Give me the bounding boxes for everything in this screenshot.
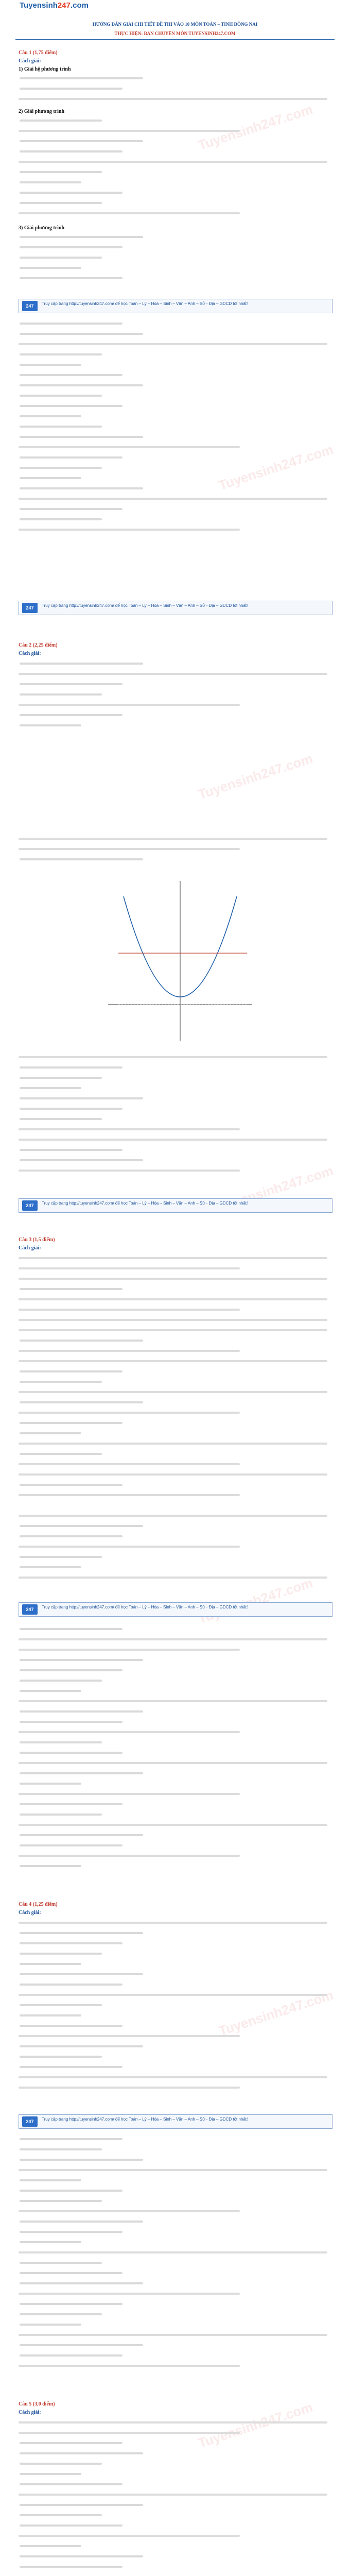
formula-line	[20, 2148, 102, 2150]
formula-line	[20, 2354, 122, 2357]
formula-line	[20, 1690, 81, 1692]
formula-line	[20, 2179, 81, 2181]
formula-line	[20, 1535, 122, 1537]
promo-text: Truy cập trang http://tuyensinh247.com/ để học Toán – Lý – Hóa – Sinh – Văn – Anh – Sử - Địa – GDCD tốt nhất!	[42, 603, 248, 608]
text-line	[19, 1412, 240, 1414]
formula-line	[20, 374, 122, 376]
formula-line	[20, 1844, 122, 1846]
formula-line	[20, 693, 102, 696]
text-line	[19, 1319, 327, 1321]
formula-line	[20, 2473, 81, 2475]
formula-line	[20, 2524, 122, 2527]
formula-line	[20, 2545, 81, 2547]
text-line	[19, 212, 240, 214]
promo-text: Truy cập trang http://tuyensinh247.com/ để học Toán – Lý – Hóa – Sinh – Văn – Anh – Sử - Địa – GDCD tốt nhất!	[42, 301, 248, 306]
text-line	[19, 1128, 240, 1130]
text-line	[19, 161, 327, 163]
formula-line	[20, 2231, 122, 2233]
text-line	[19, 2210, 240, 2212]
page-header	[0, 0, 350, 37]
formula-line	[20, 1984, 122, 1986]
formula-line	[20, 1525, 143, 1527]
formula-line	[20, 724, 81, 726]
header-divider	[15, 39, 335, 40]
text-line	[19, 343, 327, 345]
formula-line	[20, 467, 102, 469]
formula-line	[20, 436, 143, 438]
method-label: Cách giải:	[19, 1910, 41, 1916]
formula-line	[20, 1942, 122, 1944]
text-line	[19, 2494, 327, 2496]
document-title: HƯỚNG DẪN GIẢI CHI TIẾT ĐỀ THI VÀO 10 MÔN TOÁN – TỈNH ĐỒNG NAI	[92, 22, 258, 27]
formula-line	[20, 1108, 122, 1110]
text-line	[19, 1700, 327, 1702]
formula-line	[20, 1118, 102, 1120]
formula-line	[20, 858, 143, 860]
formula-line	[20, 2190, 122, 2192]
sub-question: 1) Giải hệ phương trình	[19, 66, 71, 72]
text-line	[19, 1473, 327, 1476]
text-line	[19, 1649, 240, 1651]
sub-question: 3) Giải phương trình	[19, 225, 65, 231]
formula-line	[20, 2344, 143, 2346]
text-line	[19, 704, 240, 706]
formula-line	[20, 1159, 143, 1161]
text-line	[19, 1350, 240, 1352]
formula-line	[20, 518, 102, 520]
formula-line	[20, 2262, 102, 2264]
formula-line	[20, 1963, 81, 1965]
text-line	[19, 446, 240, 448]
promo-banner[interactable]	[19, 299, 332, 313]
formula-line	[20, 140, 143, 142]
text-line	[19, 1546, 240, 1548]
watermark: Tuyensinh247.com	[196, 750, 315, 803]
formula-line	[20, 1453, 102, 1455]
text-line	[19, 1463, 240, 1465]
formula-line	[20, 415, 81, 417]
text-line	[19, 1309, 240, 1311]
text-line	[19, 498, 327, 500]
promo-text: Truy cập trang http://tuyensinh247.com/ để học Toán – Lý – Hóa – Sinh – Văn – Anh – Sử - Địa – GDCD tốt nhất!	[42, 2117, 248, 2122]
formula-line	[20, 1370, 122, 1372]
formula-line	[20, 1721, 122, 1723]
promo-banner[interactable]	[19, 1198, 332, 1213]
formula-line	[20, 202, 102, 204]
formula-line	[20, 2221, 143, 2223]
text-line	[19, 1298, 327, 1300]
formula-line	[20, 77, 143, 79]
formula-line	[20, 426, 102, 428]
formula-line	[20, 1401, 143, 1403]
text-line	[19, 1494, 240, 1496]
promo-logo-icon: 247	[22, 301, 38, 311]
formula-line	[20, 364, 81, 366]
formula-line	[20, 1628, 122, 1630]
formula-line	[20, 120, 102, 122]
promo-logo-icon: 247	[22, 2116, 38, 2127]
formula-line	[20, 2014, 81, 2016]
formula-line	[20, 1783, 81, 1785]
text-line	[19, 2035, 240, 2037]
logo-prefix: Tuyensinh	[20, 1, 58, 10]
formula-line	[20, 236, 143, 238]
formula-line	[20, 2138, 122, 2140]
text-line	[19, 1056, 327, 1058]
watermark: Tuyensinh247.com	[217, 1987, 336, 2039]
formula-line	[20, 353, 102, 355]
formula-line	[20, 2303, 122, 2305]
formula-line	[20, 508, 122, 510]
text-line	[19, 1922, 327, 1924]
text-line	[19, 1443, 327, 1445]
formula-line	[20, 1953, 102, 1955]
formula-line	[20, 323, 122, 325]
promo-banner[interactable]	[19, 601, 332, 615]
text-line	[19, 673, 327, 675]
text-line	[19, 1267, 240, 1269]
formula-line	[20, 1741, 102, 1743]
formula-line	[20, 477, 81, 479]
formula-line	[20, 192, 122, 194]
formula-line	[20, 2463, 102, 2465]
formula-line	[20, 1752, 122, 1754]
text-line	[19, 1638, 327, 1640]
text-line	[19, 848, 240, 850]
document-subtitle	[0, 30, 350, 37]
promo-text: Truy cập trang http://tuyensinh247.com/ để học Toán – Lý – Hóa – Sinh – Văn – Anh – Sử - Địa – GDCD tốt nhất!	[42, 1201, 248, 1206]
text-line	[19, 2087, 240, 2089]
formula-line	[20, 384, 143, 386]
text-line	[19, 1360, 327, 1362]
formula-line	[20, 1669, 122, 1671]
formula-line	[20, 2025, 122, 2027]
formula-line	[20, 1710, 143, 1713]
formula-line	[20, 395, 102, 397]
formula-line	[20, 1097, 143, 1099]
formula-line	[20, 2045, 143, 2047]
formula-line	[20, 1973, 143, 1975]
subtitle-site: TUYENSINH247.COM	[188, 31, 236, 36]
formula-line	[20, 405, 122, 407]
formula-line	[20, 1066, 122, 1069]
text-line	[19, 130, 240, 132]
formula-line	[20, 1432, 81, 1434]
formula-line	[20, 267, 81, 269]
text-line	[19, 2293, 240, 2295]
formula-line	[20, 2452, 143, 2454]
text-line	[19, 1170, 240, 1172]
formula-line	[20, 1484, 122, 1486]
text-line	[19, 2421, 327, 2424]
text-line	[19, 2251, 327, 2253]
formula-line	[20, 1659, 143, 1661]
formula-line	[20, 2056, 102, 2058]
formula-line	[20, 1814, 102, 1816]
text-line	[19, 1139, 327, 1141]
formula-line	[20, 1149, 122, 1151]
formula-line	[20, 2241, 81, 2243]
text-line	[19, 1329, 327, 1331]
promo-banner[interactable]	[19, 1602, 332, 1617]
question-heading: Câu 2 (2,25 điểm)	[19, 642, 58, 648]
watermark: Tuyensinh247.com	[196, 2399, 315, 2451]
text-line	[19, 1391, 327, 1393]
site-logo[interactable]	[20, 2, 89, 9]
watermark: Tuyensinh247.com	[196, 101, 315, 154]
method-label: Cách giải:	[19, 651, 41, 656]
text-line	[19, 838, 327, 840]
formula-line	[20, 2483, 122, 2485]
text-line	[19, 1762, 327, 1764]
logo-number: 247	[57, 1, 71, 10]
formula-line	[20, 1834, 143, 1836]
formula-line	[20, 2272, 122, 2274]
text-line	[19, 1577, 327, 1579]
formula-line	[20, 1077, 102, 1079]
promo-text: Truy cập trang http://tuyensinh247.com/ để học Toán – Lý – Hóa – Sinh – Văn – Anh – Sử - Địa – GDCD tốt nhất!	[42, 1605, 248, 1609]
text-line	[19, 2076, 327, 2078]
formula-line	[20, 150, 122, 152]
text-line	[19, 1515, 327, 1517]
method-label: Cách giải:	[19, 2410, 41, 2415]
formula-line	[20, 181, 81, 183]
formula-line	[20, 456, 122, 459]
method-label: Cách giải:	[19, 1245, 41, 1251]
question-heading: Câu 3 (1,5 điểm)	[19, 1237, 55, 1243]
formula-line	[20, 683, 122, 685]
watermark: Tuyensinh247.com	[217, 441, 336, 494]
sub-question: 2) Giải phương trình	[19, 109, 65, 114]
text-line	[19, 1855, 240, 1857]
formula-line	[20, 2514, 102, 2516]
formula-line	[20, 246, 122, 248]
watermark: Tuyensinh247.com	[196, 1574, 315, 1627]
text-line	[19, 2365, 240, 2367]
formula-line	[20, 1087, 81, 1089]
subtitle-prefix: THỰC HIỆN: BAN CHUYÊN MÔN	[114, 31, 189, 36]
parabola-graph	[103, 876, 257, 1046]
promo-logo-icon: 247	[22, 603, 38, 613]
formula-line	[20, 1381, 102, 1383]
text-line	[19, 1257, 327, 1259]
formula-line	[20, 2504, 143, 2506]
method-label: Cách giải:	[19, 58, 41, 64]
text-line	[19, 1793, 240, 1795]
formula-line	[20, 714, 122, 716]
question-heading: Câu 5 (3,0 điểm)	[19, 2401, 55, 2407]
formula-line	[20, 1566, 81, 1568]
formula-line	[20, 1340, 143, 1342]
promo-logo-icon: 247	[22, 1604, 38, 1615]
formula-line	[20, 2442, 122, 2444]
text-line	[19, 1824, 327, 1826]
promo-logo-icon: 247	[22, 1200, 38, 1211]
formula-line	[20, 2159, 143, 2161]
formula-line	[20, 663, 143, 665]
formula-line	[20, 2555, 143, 2557]
formula-line	[20, 1680, 102, 1682]
promo-banner[interactable]	[19, 2114, 332, 2129]
logo-suffix: .com	[70, 1, 89, 10]
question-heading: Câu 4 (1,25 điểm)	[19, 1902, 58, 1907]
text-line	[19, 98, 327, 100]
formula-line	[20, 2066, 122, 2068]
text-line	[19, 2334, 327, 2336]
formula-line	[20, 277, 122, 279]
formula-line	[20, 2324, 81, 2326]
formula-line	[20, 2200, 102, 2202]
text-line	[19, 1731, 240, 1733]
question-heading: Câu 1 (1,75 điểm)	[19, 50, 58, 56]
formula-line	[20, 2282, 143, 2284]
text-line	[19, 1278, 327, 1280]
formula-line	[20, 1932, 143, 1934]
formula-line	[20, 487, 143, 489]
watermark: Tuyensinh247.com	[217, 1162, 336, 1215]
formula-line	[20, 88, 122, 90]
formula-line	[20, 2566, 122, 2568]
text-line	[19, 2535, 240, 2537]
formula-line	[20, 2004, 102, 2006]
formula-line	[20, 257, 102, 259]
text-line	[19, 529, 240, 531]
formula-line	[20, 333, 143, 335]
formula-line	[20, 2313, 102, 2315]
formula-line	[20, 171, 102, 173]
text-line	[19, 1994, 327, 1996]
formula-line	[20, 1422, 122, 1424]
formula-line	[20, 1288, 122, 1290]
formula-line	[20, 1556, 102, 1558]
formula-line	[20, 1772, 143, 1774]
formula-line	[20, 1865, 81, 1867]
text-line	[19, 2432, 240, 2434]
text-line	[19, 2169, 327, 2171]
formula-line	[20, 1803, 122, 1805]
